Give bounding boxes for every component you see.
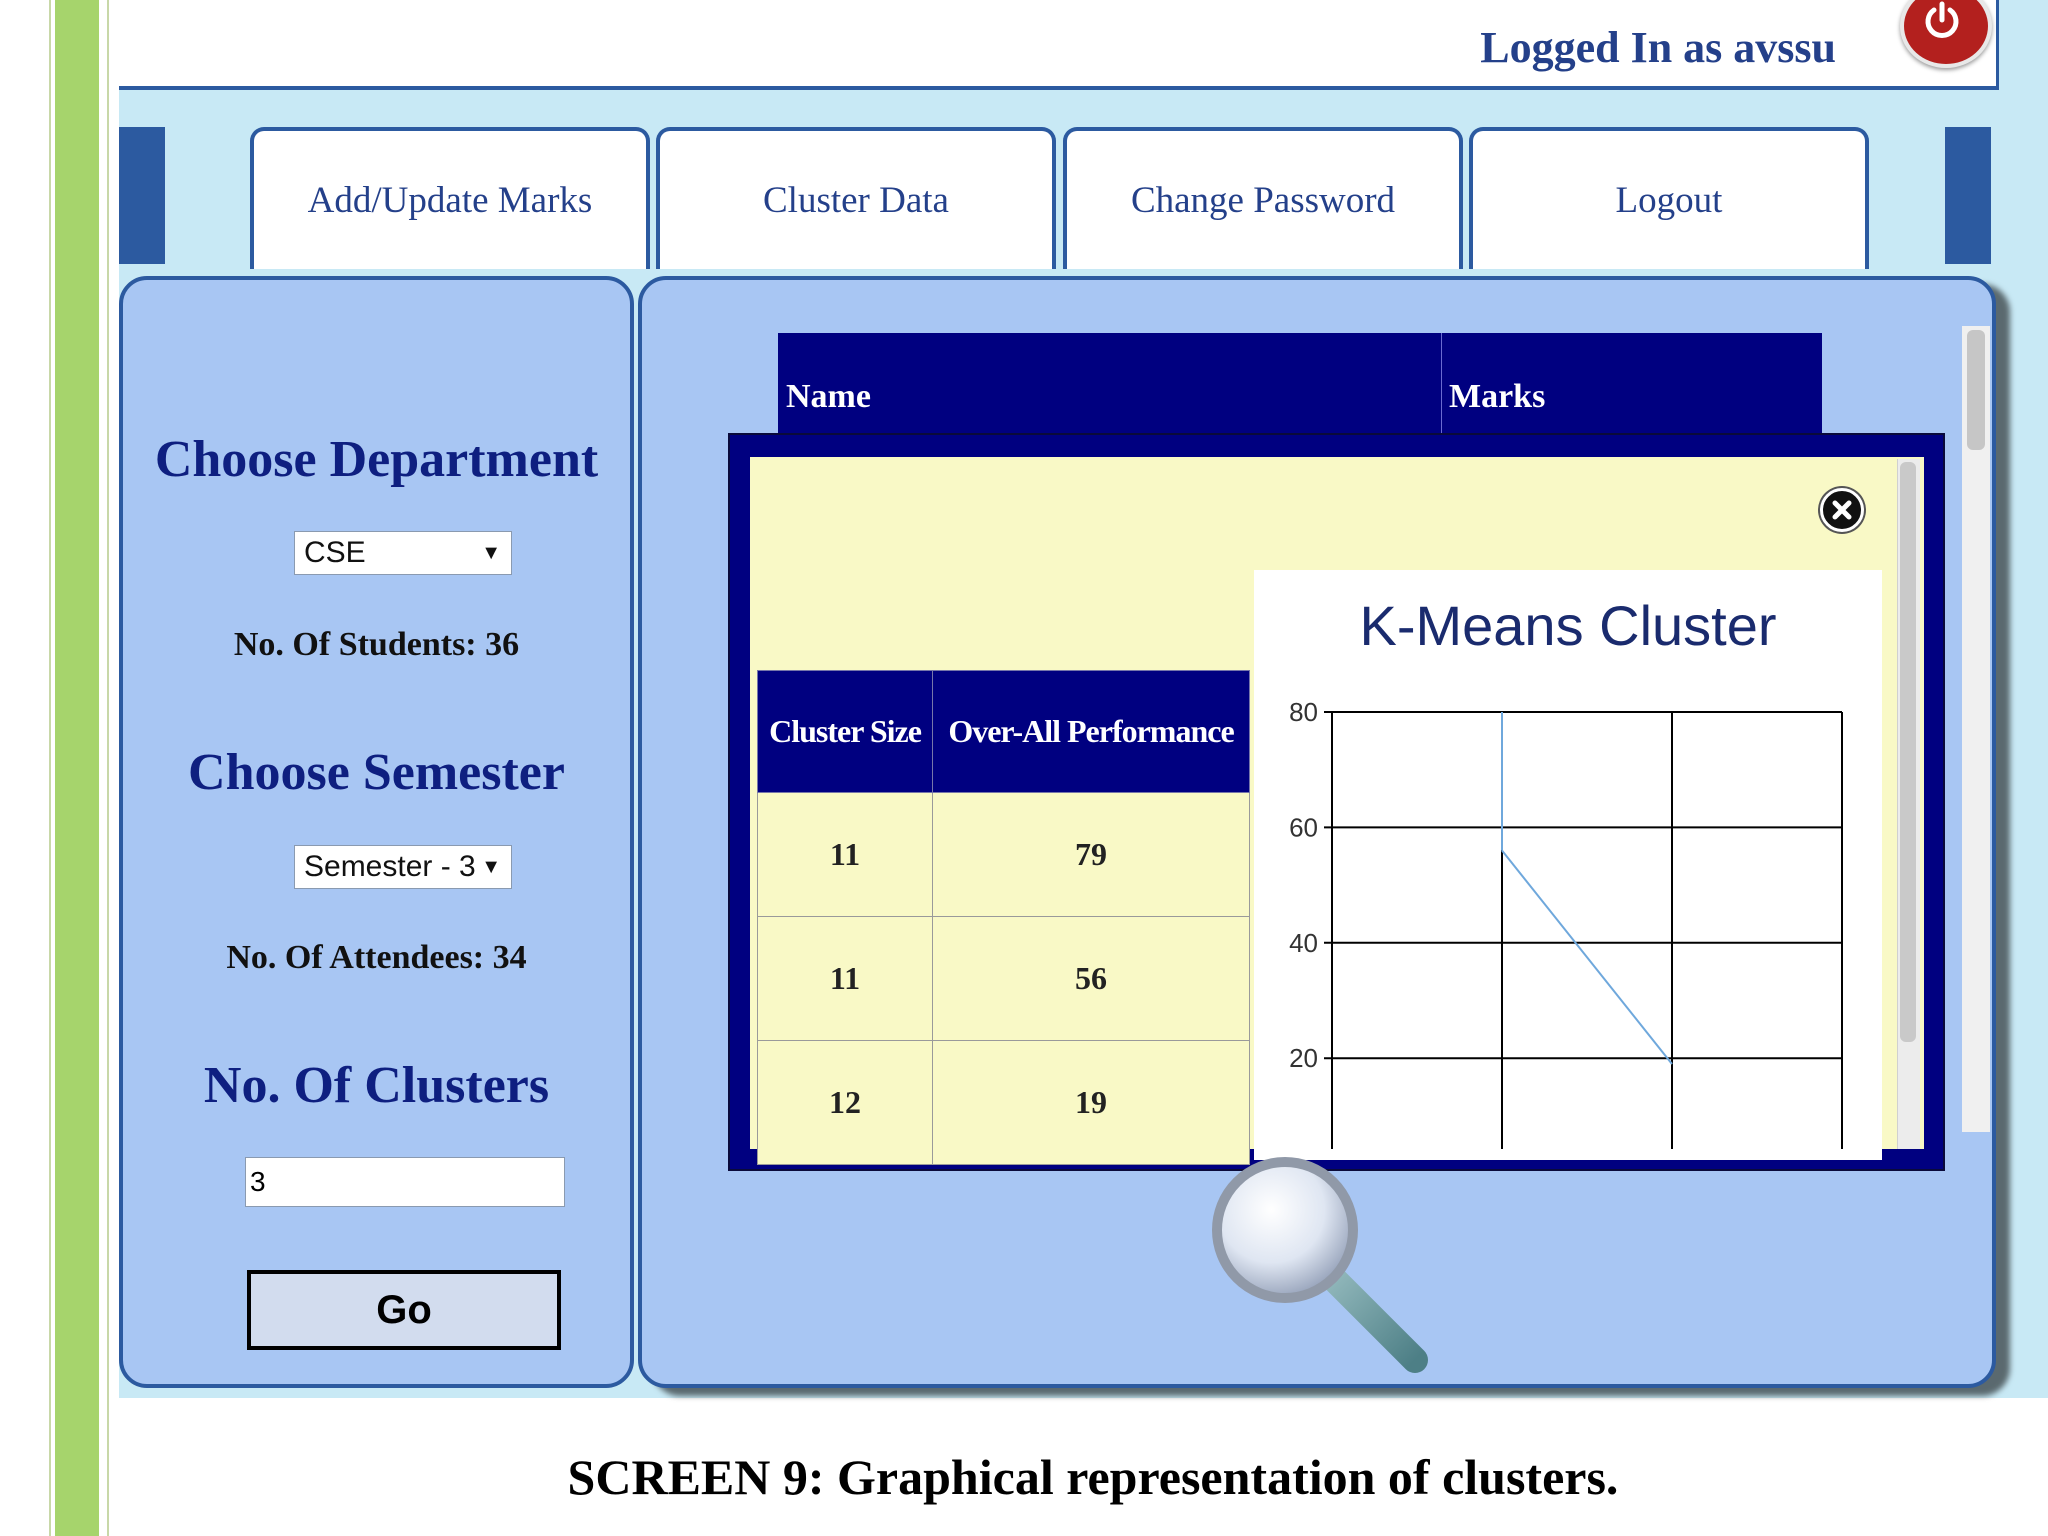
figure-caption: SCREEN 9: Graphical representation of clusters. — [567, 1449, 1619, 1505]
chart-y-tick-label: 60 — [1289, 812, 1318, 843]
performance-cell: 19 — [933, 1041, 1250, 1165]
column-header-marks: Marks — [1449, 378, 1546, 415]
chart-y-tick-label: 80 — [1289, 697, 1318, 727]
table-row — [758, 1041, 1250, 1165]
chart-y-tick-label: 40 — [1289, 927, 1318, 958]
cluster-size-cell: 11 — [758, 793, 933, 917]
semester-select[interactable] — [294, 845, 512, 889]
students-table-header — [778, 333, 1822, 433]
left-decor-stripe — [55, 0, 99, 1536]
logged-in-label: Logged In as avssu — [1480, 23, 1836, 72]
clusters-table — [757, 670, 1250, 1165]
semester-select-value: Semester - 3 — [304, 850, 476, 883]
tab-logout[interactable]: Logout — [1469, 127, 1869, 269]
cluster-size-cell: 11 — [758, 917, 933, 1041]
performance-cell: 56 — [933, 917, 1250, 1041]
performance-cell: 79 — [933, 793, 1250, 917]
top-header — [119, 0, 1999, 90]
magnifier-icon — [1205, 1150, 1445, 1380]
semester-heading: Choose Semester — [188, 744, 565, 801]
main-scrollbar-thumb[interactable] — [1967, 330, 1985, 450]
tab-cluster-data[interactable]: Cluster Data — [656, 127, 1056, 269]
table-row — [758, 793, 1250, 917]
tab-add-update-marks[interactable]: Add/Update Marks — [250, 127, 650, 269]
department-select[interactable] — [294, 531, 512, 575]
department-heading: Choose Department — [154, 431, 599, 488]
clusters-input[interactable]: 3 — [245, 1157, 565, 1207]
nav-right-cap — [1945, 127, 1991, 264]
attendees-count: No. Of Attendees: 34 — [226, 939, 527, 976]
dropdown-arrow-icon: ▼ — [481, 542, 501, 564]
chart-title: K-Means Cluster — [1359, 594, 1777, 657]
department-select-value: CSE — [304, 536, 366, 569]
cluster-size-cell: 12 — [758, 1041, 933, 1165]
chart-y-tick-label: 20 — [1289, 1043, 1318, 1074]
column-header-name: Name — [786, 378, 871, 415]
table-row — [758, 917, 1250, 1041]
clusters-heading: No. Of Clusters — [203, 1057, 550, 1114]
go-button[interactable]: Go — [247, 1270, 561, 1350]
modal-scrollbar-thumb[interactable] — [1900, 462, 1916, 1042]
chart-series-segment — [1502, 850, 1672, 1063]
tab-change-password[interactable]: Change Password — [1063, 127, 1463, 269]
header-overall-performance: Over-All Performance — [933, 671, 1250, 793]
chart-plot — [1254, 690, 1882, 1149]
close-icon[interactable] — [1820, 488, 1864, 532]
students-count: No. Of Students: 36 — [233, 626, 520, 663]
dropdown-arrow-icon: ▼ — [481, 856, 501, 878]
header-cluster-size: Cluster Size — [758, 671, 933, 793]
nav-left-cap — [119, 127, 165, 264]
column-divider — [1441, 333, 1442, 433]
